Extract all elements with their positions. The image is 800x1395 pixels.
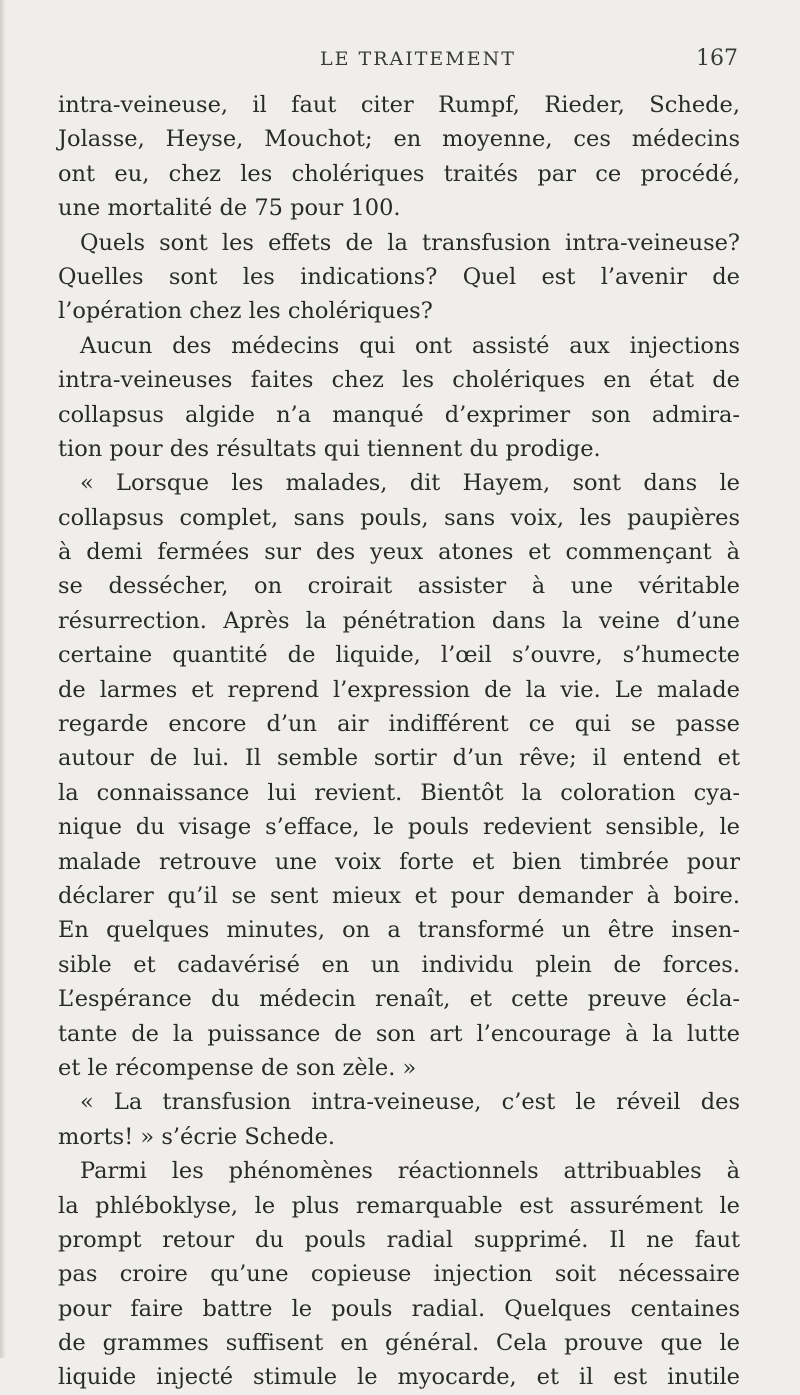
text-line: malade retrouve une voix forte et bien timbrée pour <box>58 848 740 875</box>
page-number: 167 <box>696 46 738 71</box>
text-line: la phléboklyse, le plus remarquable est assurément le <box>58 1192 740 1219</box>
text-line: résurrection. Après la pénétration dans la veine d’une <box>58 607 740 634</box>
text-line: la connaissance lui revient. Bientôt la coloration cya- <box>58 779 740 806</box>
text-line: L’espérance du médecin renaît, et cette preuve écla- <box>58 986 740 1013</box>
text-line: Quels sont les effets de la transfusion intra-veineuse? <box>80 229 740 256</box>
text-line: intra-veineuse, il faut citer Rumpf, Rieder, Schede, <box>58 92 740 118</box>
text-line: nique du visage s’efface, le pouls redevient sensible, le <box>58 814 740 841</box>
text-line: En quelques minutes, on a transformé un être insen- <box>58 917 740 944</box>
text-line: collapsus algide n’a manqué d’exprimer son admira- <box>58 401 740 428</box>
text-line: pas croire qu’une copieuse injection soit nécessaire <box>58 1261 740 1288</box>
text-line: et le récompense de son zèle. » <box>58 1054 417 1081</box>
text-line: regarde encore d’un air indifférent ce qui se passe <box>58 711 740 738</box>
text-line: se dessécher, on croirait assister à une véritable <box>58 573 740 600</box>
body-text <box>58 88 740 1395</box>
text-line: Quelles sont les indications? Quel est l’avenir de <box>58 263 740 290</box>
text-line: de grammes suffisent en général. Cela prouve que le <box>58 1330 740 1357</box>
text-line: « Lorsque les malades, dit Hayem, sont dans le <box>80 470 740 497</box>
page-edge-shadow <box>0 0 6 1358</box>
text-line: ont eu, chez les cholériques traités par ce procédé, <box>58 160 740 187</box>
text-line: déclarer qu’il se sent mieux et pour demander à boire. <box>58 882 740 909</box>
text-line: morts! » s’écrie Schede. <box>58 1123 336 1150</box>
text-line: pour faire battre le pouls radial. Quelques centaines <box>58 1295 740 1322</box>
page-header <box>58 46 738 76</box>
text-line: Aucun des médecins qui ont assisté aux injections <box>80 332 740 359</box>
text-line: Parmi les phénomènes réactionnels attribuables à <box>80 1158 740 1185</box>
text-line: l’opération chez les cholériques? <box>58 298 433 325</box>
text-line: « La transfusion intra-veineuse, c’est le réveil des <box>80 1089 740 1116</box>
text-line: tante de la puissance de son art l’encourage à la lutte <box>58 1020 740 1047</box>
text-line: tion pour des résultats qui tiennent du prodige. <box>58 435 601 462</box>
text-line: collapsus complet, sans pouls, sans voix, les paupières <box>58 504 740 531</box>
text-line: une mortalité de 75 pour 100. <box>58 195 401 222</box>
text-line: de larmes et reprend l’expression de la vie. Le malade <box>58 676 740 703</box>
text-line: à demi fermées sur des yeux atones et commençant à <box>58 539 740 566</box>
text-line: prompt retour du pouls radial supprimé. Il ne faut <box>58 1226 740 1253</box>
running-head: LE TRAITEMENT <box>320 48 516 70</box>
text-line: intra-veineuses faites chez les cholériques en état de <box>58 367 740 394</box>
text-line: sible et cadavérisé en un individu plein de forces. <box>58 951 740 978</box>
text-line: autour de lui. Il semble sortir d’un rêve; il entend et <box>58 745 740 772</box>
text-line: liquide injecté stimule le myocarde, et il est inutile <box>58 1364 740 1391</box>
text-line: Jolasse, Heyse, Mouchot; en moyenne, ces médecins <box>58 126 740 153</box>
text-line: certaine quantité de liquide, l’œil s’ouvre, s’humecte <box>58 642 740 669</box>
